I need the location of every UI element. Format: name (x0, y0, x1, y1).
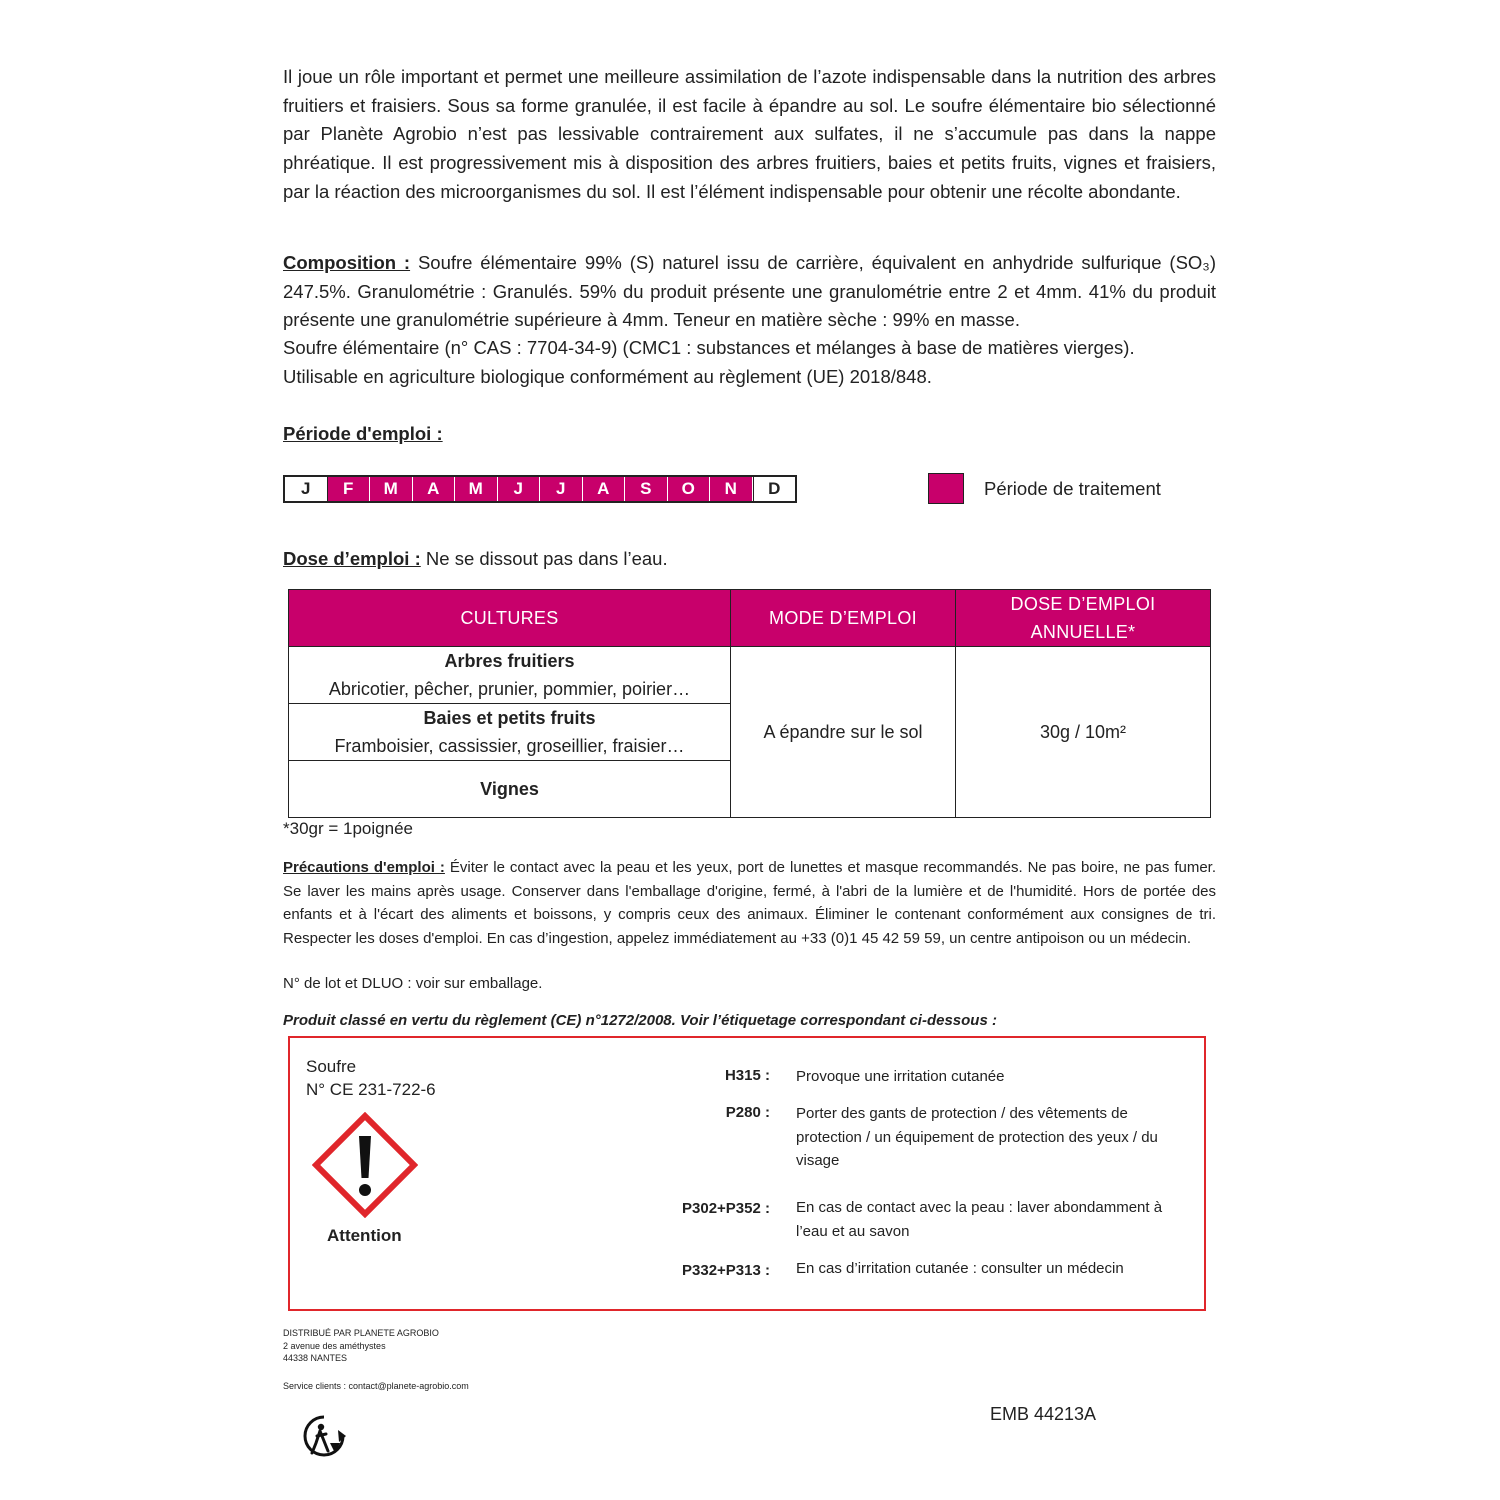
exclamation-mark-icon (312, 1112, 418, 1218)
address-line-2: 44338 NANTES (283, 1353, 348, 1363)
p302-code: P302+P352 : (682, 1200, 770, 1217)
month-cell: S (625, 477, 668, 501)
h315-code: H315 : (724, 1067, 770, 1084)
composition-label: Composition : (283, 252, 411, 273)
crop-detail: Abricotier, pêcher, prunier, pommier, poirier… (328, 679, 691, 699)
signal-word: Attention (327, 1226, 402, 1245)
month-cell: F (328, 477, 371, 501)
customer-service: Service clients : contact@planete-agrobio.com (283, 1381, 469, 1391)
distributor: DISTRIBUÉ PAR PLANETE AGROBIO (283, 1328, 439, 1338)
legend-swatch (928, 473, 964, 504)
h315-text: Provoque une irritation cutanée (796, 1068, 1005, 1085)
precautions-paragraph (283, 856, 1216, 950)
header-mode: MODE D’EMPLOI (731, 590, 956, 647)
triman-icon (300, 1413, 348, 1459)
p332-code: P332+P313 : (682, 1262, 770, 1279)
month-cell: J (498, 477, 541, 501)
month-cell: D (753, 477, 796, 501)
amount-cell: 30g / 10m² (956, 647, 1211, 818)
reglement-note: Produit classé en vertu du règlement (CE) n°1272/2008. Voir l’étiquetage correspondant ci-dessous : (283, 1012, 997, 1029)
dose-label: Dose d’emploi : (283, 548, 421, 569)
composition-cas: Soufre élémentaire (n° CAS : 7704-34-9) (CMC1 : substances et mélanges à base de matières vierges). (283, 337, 1135, 358)
month-cell: M (455, 477, 498, 501)
month-cell: J (540, 477, 583, 501)
lot-info: N° de lot et DLUO : voir sur emballage. (283, 975, 543, 992)
crop-detail: Framboisier, cassissier, groseillier, fraisier… (334, 736, 685, 756)
address-line-1: 2 avenue des améthystes (283, 1341, 386, 1351)
crop-name: Baies et petits fruits (423, 708, 596, 728)
header-cultures: CULTURES (289, 590, 731, 647)
crop-cell (289, 647, 731, 704)
dose-table-header (289, 590, 1211, 647)
month-cell: O (668, 477, 711, 501)
crop-name: Arbres fruitiers (444, 651, 575, 671)
p280-code: P280 : (725, 1104, 770, 1121)
month-cell: N (710, 477, 753, 501)
dose-footnote: *30gr = 1poignée (283, 819, 413, 838)
composition-paragraph (283, 249, 1216, 335)
crop-name: Vignes (480, 779, 539, 799)
month-strip (283, 475, 797, 503)
composition-bio: Utilisable en agriculture biologique conformément au règlement (UE) 2018/848. (283, 366, 932, 387)
month-cell: M (370, 477, 413, 501)
dose-text: Ne se dissout pas dans l’eau. (420, 548, 668, 569)
precautions-label: Précautions d'emploi : (283, 859, 445, 876)
emb-code: EMB 44213A (990, 1404, 1097, 1424)
substance-name: Soufre (306, 1057, 357, 1076)
p280-text: Porter des gants de protection / des vêtements de protection / un équipement de protection des yeux / du visage (796, 1105, 1158, 1169)
header-dose: DOSE D’EMPLOI ANNUELLE* (956, 590, 1211, 647)
crop-cell (289, 704, 731, 761)
composition-text: Soufre élémentaire 99% (S) naturel issu de carrière, équivalent en anhydride sulfurique (SO₃) 247.5%. Granulométrie : Granulés. 59% du produit présente une granulométrie entre 2 et 4mm. 41% du produit présente une granulométrie supérieure à 4mm. Teneur en matière sèche : 99% en masse. (283, 252, 1217, 331)
ce-number: N° CE 231-722-6 (306, 1080, 436, 1099)
p302-text: En cas de contact avec la peau : laver abondamment à l’eau et au savon (796, 1199, 1163, 1240)
dose-table (288, 589, 1211, 818)
p332-text: En cas d’irritation cutanée : consulter un médecin (796, 1260, 1124, 1277)
table-row (289, 647, 1211, 704)
month-cell: A (583, 477, 626, 501)
mode-cell: A épandre sur le sol (731, 647, 956, 818)
intro-paragraph: Il joue un rôle important et permet une meilleure assimilation de l’azote indispensable dans la nutrition des arbres fruitiers et fraisiers. Sous sa forme granulée, il est facile à épandre au sol. Le soufre élémentaire bio sélectionné par Planète Agrobio n’est pas lessivable contrairement aux sulfates, il ne s’accumule pas dans la nappe phréatique. Il est progressivement mis à disposition des arbres fruitiers, baies et petits fruits, vignes et fraisiers, par la réaction des microorganismes du sol. Il est l’élément indispensable pour obtenir une récolte abondante. (283, 66, 1216, 202)
periode-title: Période d'emploi : (283, 423, 443, 444)
month-cell: A (413, 477, 456, 501)
crop-cell (289, 761, 731, 818)
precautions-text: Éviter le contact avec la peau et les yeux, port de lunettes et masque recommandés. Ne pas boire, ne pas fumer. Se laver les mains après usage. Conserver dans l'emballage d'origine, fermé, à l'abri de la lumière et de l'humidité. Hors de portée des enfants et à l'écart des aliments et boissons, y compris ceux des animaux. Éliminer le contenant conformément aux consignes de tri. Respecter les doses d'emploi. En cas d’ingestion, appelez immédiatement au +33 (0)1 45 42 59 59, un centre antipoison ou un médecin. (283, 859, 1216, 947)
month-cell: J (285, 477, 328, 501)
legend-label: Période de traitement (984, 478, 1161, 499)
dose-line (283, 548, 668, 570)
